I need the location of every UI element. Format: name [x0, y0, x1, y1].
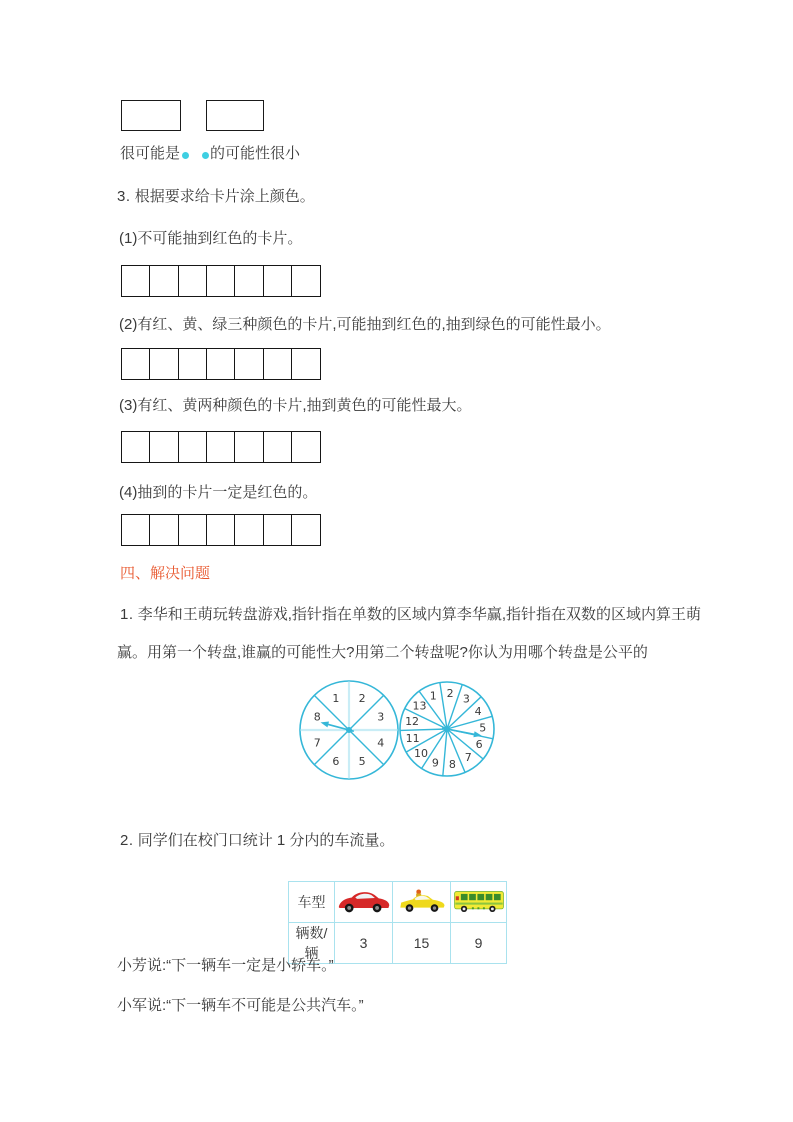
traffic-table-wrap — [288, 881, 507, 964]
answer-box-2 — [206, 100, 264, 131]
card-cell — [149, 431, 179, 463]
svg-text:4: 4 — [474, 704, 482, 718]
count-car: 3 — [335, 923, 393, 964]
card-cell — [149, 348, 179, 380]
bus-icon — [453, 886, 505, 916]
bus-cell — [451, 882, 507, 923]
quote-xiaofang: 小芳说:“下一辆车一定是小轿车。” — [117, 957, 334, 974]
problem-2-number: 2. — [120, 832, 134, 849]
table-header-count: 辆数/辆 — [289, 923, 335, 964]
question-3-number: 3. — [117, 188, 131, 205]
card-cell — [263, 265, 293, 297]
svg-text:3: 3 — [377, 710, 385, 724]
count-taxi: 15 — [393, 923, 451, 964]
answer-box-1 — [121, 100, 181, 131]
yellow-taxi-cell — [393, 882, 451, 923]
svg-text:9: 9 — [431, 756, 439, 770]
likelihood-caption — [120, 144, 300, 163]
spinner-wheels-figure — [293, 676, 503, 791]
svg-text:6: 6 — [475, 738, 483, 752]
svg-text:1: 1 — [429, 689, 437, 703]
card-cell — [178, 348, 208, 380]
card-cell — [206, 348, 236, 380]
card-strip-1 — [121, 265, 321, 297]
item-3-label: (3)有红、黄两种颜色的卡片,抽到黄色的可能性最大。 — [119, 397, 472, 414]
svg-text:3: 3 — [462, 692, 470, 706]
card-cell — [206, 265, 236, 297]
problem-1-text-1: 李华和王萌玩转盘游戏,指针指在单数的区域内算李华赢,指针指在双数的区域内算王萌 — [137, 606, 702, 623]
card-strip-3 — [121, 431, 321, 463]
section-heading: 四、解决问题 — [120, 565, 211, 582]
table-header-type: 车型 — [289, 882, 335, 923]
item-1-label: (1)不可能抽到红色的卡片。 — [119, 230, 303, 247]
card-cell — [234, 431, 264, 463]
card-cell — [121, 514, 151, 546]
caption-prefix: 很可能是 — [120, 145, 181, 162]
card-cell — [234, 514, 264, 546]
cyan-dot-icon — [202, 152, 209, 159]
red-car-icon — [337, 886, 391, 916]
card-cell — [291, 265, 321, 297]
card-cell — [291, 514, 321, 546]
card-cell — [149, 265, 179, 297]
card-cell — [263, 514, 293, 546]
red-car-cell — [335, 882, 393, 923]
count-bus: 9 — [451, 923, 507, 964]
card-strip-4 — [121, 514, 321, 546]
card-cell — [291, 348, 321, 380]
cyan-dot-icon — [182, 152, 189, 159]
caption-suffix: 的可能性很小 — [210, 145, 301, 162]
svg-text:5: 5 — [479, 721, 487, 735]
svg-text:2: 2 — [358, 691, 366, 705]
traffic-table — [288, 881, 507, 964]
svg-text:8: 8 — [448, 757, 456, 771]
svg-text:7: 7 — [464, 751, 472, 765]
problem-1-number: 1. — [120, 606, 134, 623]
svg-text:8: 8 — [313, 710, 321, 724]
item-4-label: (4)抽到的卡片一定是红色的。 — [119, 484, 318, 501]
card-cell — [178, 514, 208, 546]
svg-text:4: 4 — [377, 736, 385, 750]
card-cell — [121, 348, 151, 380]
question-3-text: 根据要求给卡片涂上颜色。 — [134, 188, 315, 205]
spinner-wheels-svg — [293, 676, 503, 786]
quote-xiaojun: 小军说:“下一辆车不可能是公共汽车。” — [117, 997, 364, 1014]
card-cell — [263, 431, 293, 463]
card-cell — [234, 265, 264, 297]
card-cell — [178, 431, 208, 463]
svg-text:12: 12 — [405, 715, 420, 729]
svg-text:6: 6 — [332, 755, 340, 769]
card-cell — [121, 265, 151, 297]
card-cell — [149, 514, 179, 546]
card-cell — [206, 431, 236, 463]
question-3-title — [117, 187, 315, 206]
card-cell — [121, 431, 151, 463]
card-cell — [234, 348, 264, 380]
svg-text:2: 2 — [446, 686, 454, 700]
problem-1-line-1 — [120, 605, 701, 624]
card-cell — [178, 265, 208, 297]
card-cell — [206, 514, 236, 546]
card-cell — [263, 348, 293, 380]
svg-text:5: 5 — [358, 755, 366, 769]
yellow-taxi-icon — [397, 886, 447, 916]
svg-text:13: 13 — [412, 699, 427, 713]
card-strip-2 — [121, 348, 321, 380]
item-2-label: (2)有红、黄、绿三种颜色的卡片,可能抽到红色的,抽到绿色的可能性最小。 — [119, 316, 611, 333]
svg-text:11: 11 — [405, 732, 420, 746]
problem-2-title — [120, 831, 394, 850]
svg-text:7: 7 — [313, 736, 321, 750]
problem-2-text: 同学们在校门口统计 1 分内的车流量。 — [137, 832, 395, 849]
svg-text:10: 10 — [414, 747, 429, 761]
problem-1-line-2: 赢。用第一个转盘,谁赢的可能性大?用第二个转盘呢?你认为用哪个转盘是公平的 — [117, 644, 648, 661]
svg-text:1: 1 — [332, 691, 340, 705]
card-cell — [291, 431, 321, 463]
